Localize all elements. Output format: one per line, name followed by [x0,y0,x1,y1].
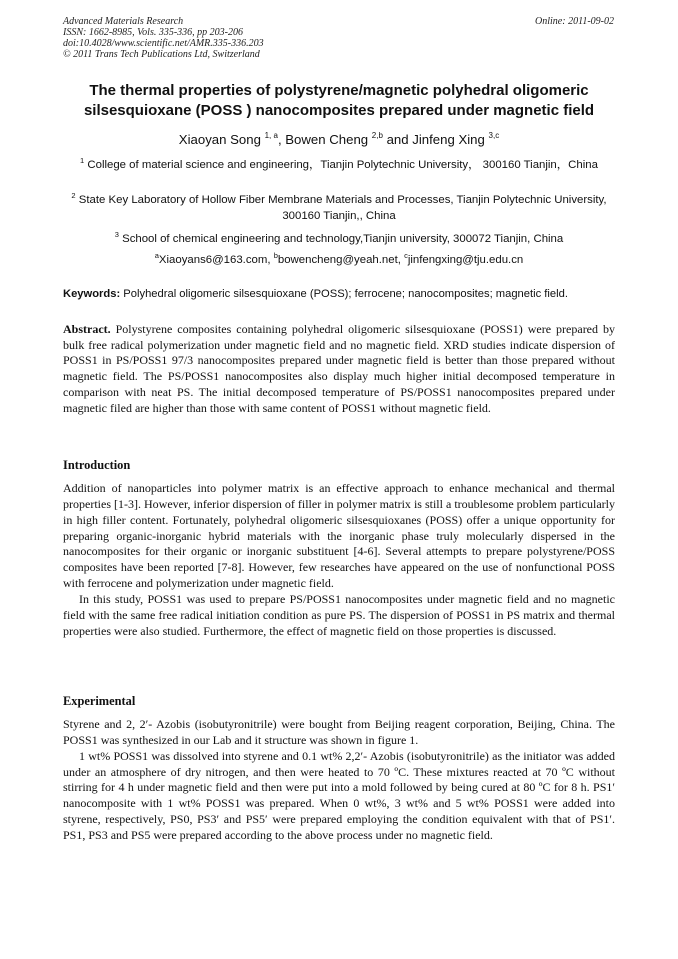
email-a-sup: a [154,251,159,260]
affiliation-1-text: College of material science and engineering，Tianjin Polytechnic University， 300160 Tianjin，China [87,159,598,171]
email-c[interactable]: jinfengxing@tju.edu.cn [407,254,524,266]
author-emails [60,252,618,268]
keywords [63,287,615,302]
experimental-heading: Experimental [63,694,136,708]
affiliation-3-text: School of chemical engineering and technology,Tianjin university, 300072 Tianjin, China [122,233,564,245]
keywords-text: Polyhedral oligomeric silsesquioxane (POSS); ferrocene; nanocomposites; magnetic field. [120,288,568,300]
author-separator-2: and [382,132,413,147]
affiliation-3 [60,231,618,247]
keywords-label: Keywords: [63,288,121,300]
email-c-sup: c [404,251,408,260]
abstract-label: Abstract. [63,322,111,336]
email-b-sup: b [273,251,278,260]
author-list [40,131,638,149]
journal-header [63,16,264,60]
experimental-paragraph-1: Styrene and 2, 2′- Azobis (isobutyronitrile) were bought from Beijing reagent corporation, Beijing, China. The POSS1 was synthesized in our Lab and it structure was shown in figure 1. [63,717,615,747]
affiliation-3-sup: 3 [114,230,119,239]
title-line-1: The thermal properties of polystyrene/magnetic polyhedral oligomeric [89,82,589,99]
author-2-name: Bowen Cheng [285,132,369,147]
abstract [63,322,615,416]
author-1-name: Xiaoyan Song [178,132,261,147]
affiliation-2-text: State Key Laboratory of Hollow Fiber Membrane Materials and Processes, Tianjin Polytechnic University, 300160 Tianjin,, China [78,194,607,222]
affiliation-2-sup: 2 [71,191,76,200]
online-date: Online: 2011-09-02 [535,16,614,27]
introduction-body [63,481,615,639]
author-3-name: Jinfeng Xing [412,132,485,147]
introduction-paragraph-2: In this study, POSS1 was used to prepare PS/POSS1 nanocomposites under magnetic field and no magnetic field with the same free radical initiation condition as pure PS. The dispersion of POSS1 in PS matrix and thermal properties were also studied. Furthermore, the effect of magnetic field on those properties is discussed. [63,591,615,638]
paper-title [50,81,628,121]
email-a[interactable]: Xiaoyans6@163.com, [158,254,274,266]
affiliation-1-sup: 1 [80,156,85,165]
abstract-text: Polystyrene composites containing polyhedral oligomeric silsesquioxane (POSS1) were prepared by bulk free radical polymerization under magnetic field and no magnetic field. XRD studies indicate dispersion of POSS1 in PS/POSS1 97/3 nanocomposites prepared under magnetic field is better than those prepared without magnetic field. The PS/POSS1 nanocomposites also display much higher initial decomposed temperature in comparison with neat PS. The initial decomposed temperature of PS/POSS1 nanocomposites prepared under magnetic filed are higher than those with same content of POSS1 without magnetic field. [63,322,615,415]
author-separator-1: , [277,132,286,147]
title-line-2: silsesquioxane (POSS ) nanocomposites prepared under magnetic field [83,102,595,119]
introduction-paragraph-1: Addition of nanoparticles into polymer matrix is an effective approach to enhance mechanical and thermal properties [1-3]. However, inferior dispersion of filler in polymer matrix is still a troublesome problem particularly in high filler content. Fortunately, polyhedral oligomeric silsesquioxanes (POSS) offer a unique opportunity for preparing organic-inorganic hybrid materials with the inorganic phase truly molecularly dispersed in the nanocomposites for their organic or inorganic substituent [4-6]. Several attempts to prepare polystyrene/POSS composites have been reported [7-8]. However, few researches have appeared on the use of nonfunctional POSS with ferrocene and polymerization under magnetic field. [63,481,615,591]
author-1-sup: 1, a [264,131,278,140]
author-3-sup: 3,c [488,131,500,140]
journal-issn: ISSN: 1662-8985, Vols. 335-336, pp 203-206 [63,27,243,38]
journal-copyright: © 2011 Trans Tech Publications Ltd, Switzerland [63,49,260,60]
email-b[interactable]: bowencheng@yeah.net, [277,254,405,266]
experimental-paragraph-2: 1 wt% POSS1 was dissolved into styrene and 0.1 wt% 2,2′- Azobis (isobutyronitrile) as the initiator was added under an atmosphere of dry nitrogen, and then were heated to 70 ºC. These mixtures reacted at 70 ºC without stirring for 4 h under magnetic field and then were put into a mold followed by being cured at 80 ºC for 8 h. PS1′ nanocomposite with 1 wt% POSS1 was prepared. When 0 wt%, 3 wt% and 5 wt% POSS1 were added into styrene, respectively, PS0, PS3′ and PS5′ were prepared employing the condition equivalent with that of PS1′. PS1, PS3 and PS5 were prepared according to the above process under no magnetic field. [63,748,615,842]
author-2-sup: 2,b [371,131,383,140]
introduction-heading: Introduction [63,458,131,472]
experimental-body [63,717,615,844]
affiliation-1 [60,157,618,173]
journal-name: Advanced Materials Research [63,16,184,27]
journal-doi[interactable]: doi:10.4028/www.scientific.net/AMR.335-336.203 [63,38,264,49]
affiliation-2 [60,192,618,224]
